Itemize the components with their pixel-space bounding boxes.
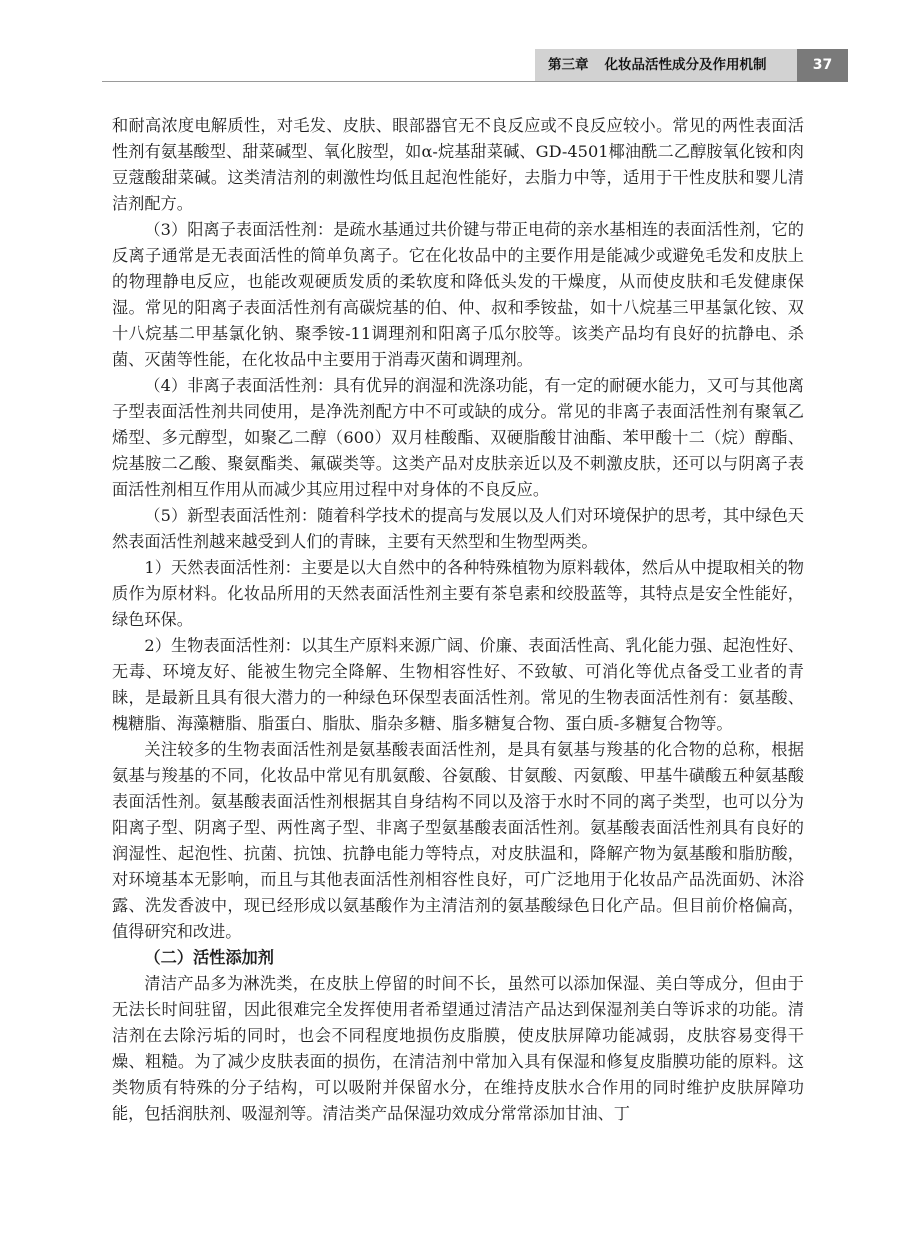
paragraph-natural: 1）天然表面活性剂：主要是以大自然中的各种特殊植物为原料载体，然后从中提取相关的物质作为原材料。化妆品所用的天然表面活性剂主要有茶皂素和绞股蓝等，其特点是安全性能好，绿色环保。	[112, 558, 804, 629]
paragraph-new-type: （5）新型表面活性剂：随着科学技术的提高与发展以及人们对环境保护的思考，其中绿色天然表面活性剂越来越受到人们的青睐，主要有天然型和生物型两类。	[112, 506, 804, 551]
paragraph-continued: 和耐高浓度电解质性，对毛发、皮肤、眼部器官无不良反应或不良反应较小。常见的两性表面活性剂有氨基酸型、甜菜碱型、氧化胺型，如α-烷基甜菜碱、GD-4501椰油酰二乙醇胺氧化铵和肉豆蔻酸甜菜碱。这类清洁剂的刺激性均低且起泡性能好，去脂力中等，适用于干性皮肤和婴儿清洁剂配方。	[112, 116, 804, 213]
section-subheading: （二）活性添加剂	[144, 948, 274, 967]
paragraph-active-additives: 清洁产品多为淋洗类，在皮肤上停留的时间不长，虽然可以添加保湿、美白等成分，但由于无法长时间驻留，因此很难完全发挥使用者希望通过清洁产品达到保湿剂美白等诉求的功能。清洁剂在去除污垢的同时，也会不同程度地损伤皮脂膜，使皮肤屏障功能减弱，皮肤容易变得干燥、粗糙。为了减少皮肤表面的损伤，在清洁剂中常加入具有保湿和修复皮脂膜功能的原料。这类物质有特殊的分子结构，可以吸附并保留水分，在维持皮肤水合作用的同时维护皮肤屏障功能，包括润肤剂、吸湿剂等。清洁类产品保湿功效成分常常添加甘油、丁	[112, 974, 804, 1123]
chapter-title: 化妆品活性成分及作用机制	[604, 57, 767, 73]
chapter-label: 第三章	[548, 57, 589, 73]
paragraph-amino-acid: 关注较多的生物表面活性剂是氨基酸表面活性剂，是具有氨基与羧基的化合物的总称，根据氨基与羧基的不同，化妆品中常见有肌氨酸、谷氨酸、甘氨酸、丙氨酸、甲基牛磺酸五种氨基酸表面活性剂。氨基酸表面活性剂根据其自身结构不同以及溶于水时不同的离子类型，也可以分为阳离子型、阴离子型、两性离子型、非离子型氨基酸表面活性剂。氨基酸表面活性剂具有良好的润湿性、起泡性、抗菌、抗蚀、抗静电能力等特点，对皮肤温和，降解产物为氨基酸和脂肪酸，对环境基本无影响，而且与其他表面活性剂相容性良好，可广泛地用于化妆品产品洗面奶、沐浴露、洗发香波中，现已经形成以氨基酸作为主清洁剂的氨基酸绿色日化产品。但目前价格偏高，值得研究和改进。	[112, 740, 804, 941]
running-header	[0, 49, 900, 82]
header-rule	[102, 81, 797, 82]
header-title	[548, 49, 767, 82]
body-text	[112, 113, 804, 1127]
paragraph-biological: 2）生物表面活性剂：以其生产原料来源广阔、价廉、表面活性高、乳化能力强、起泡性好、无毒、环境友好、能被生物完全降解、生物相容性好、不致敏、可消化等优点备受工业者的青睐，是最新且具有很大潜力的一种绿色环保型表面活性剂。常见的生物表面活性剂有：氨基酸、槐糖脂、海藻糖脂、脂蛋白、脂肽、脂杂多糖、脂多糖复合物、蛋白质-多糖复合物等。	[112, 636, 804, 733]
paragraph-cationic: （3）阳离子表面活性剂：是疏水基通过共价键与带正电荷的亲水基相连的表面活性剂，它的反离子通常是无表面活性的简单负离子。它在化妆品中的主要作用是能减少或避免毛发和皮肤上的物理静电反应，也能改观硬质发质的柔软度和降低头发的干燥度，从而使皮肤和毛发健康保湿。常见的阳离子表面活性剂有高碳烷基的伯、仲、叔和季铵盐，如十八烷基三甲基氯化铵、双十八烷基二甲基氯化钠、聚季铵-11调理剂和阳离子瓜尔胶等。该类产品均有良好的抗静电、杀菌、灭菌等性能，在化妆品中主要用于消毒灭菌和调理剂。	[112, 220, 804, 369]
paragraph-nonionic: （4）非离子表面活性剂：具有优异的润湿和洗涤功能，有一定的耐硬水能力，又可与其他离子型表面活性剂共同使用，是净洗剂配方中不可或缺的成分。常见的非离子表面活性剂有聚氧乙烯型、多元醇型，如聚乙二醇（600）双月桂酸酯、双硬脂酸甘油酯、苯甲酸十二（烷）醇酯、烷基胺二乙酸、聚氨酯类、氟碳类等。这类产品对皮肤亲近以及不刺激皮肤，还可以与阴离子表面活性剂相互作用从而减少其应用过程中对身体的不良反应。	[112, 376, 804, 499]
page-number: 37	[797, 49, 848, 82]
